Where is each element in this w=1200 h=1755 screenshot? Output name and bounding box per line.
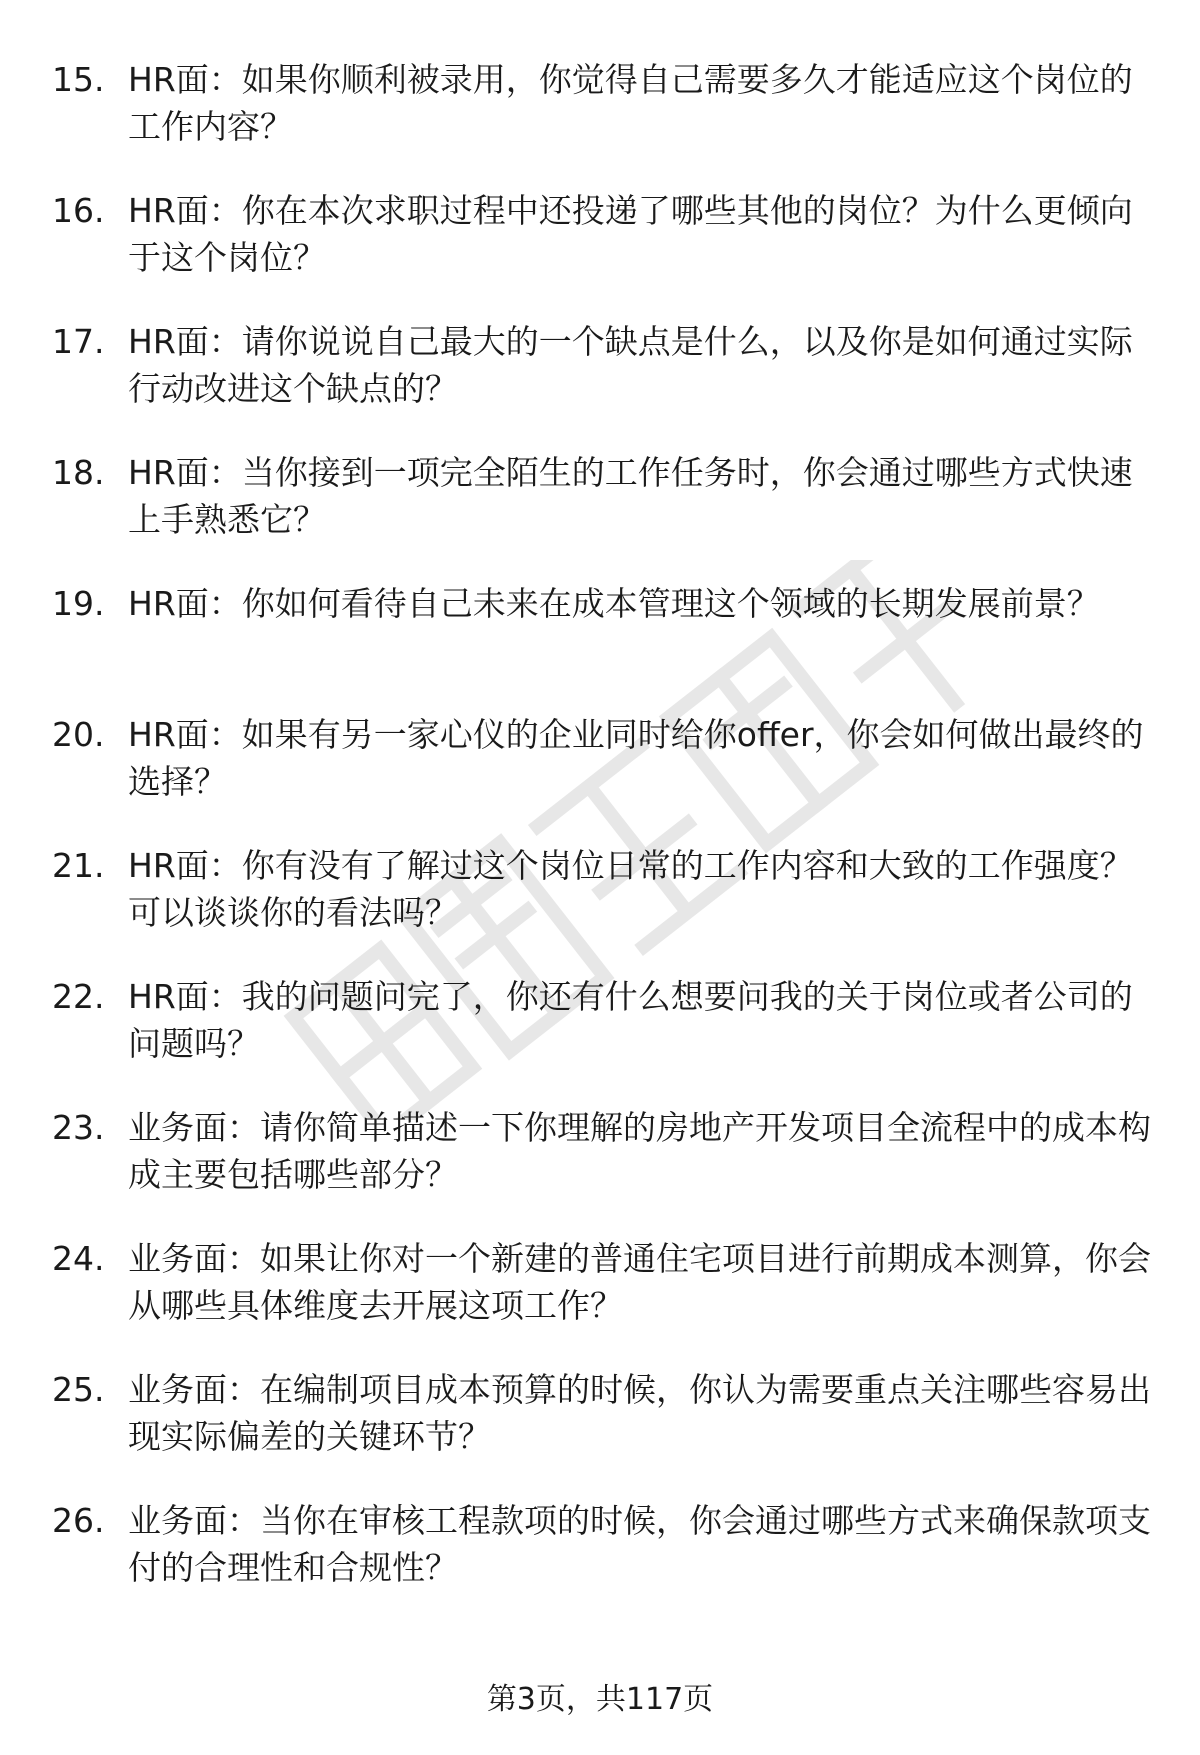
question-number: 18. — [52, 453, 105, 492]
list-item — [52, 711, 1162, 842]
question-text-block — [128, 449, 1162, 543]
question-text-block — [128, 1235, 1162, 1329]
list-item — [52, 1235, 1162, 1366]
question-text: 如果你顺利被录用，你觉得自己需要多久才能适应这个岗位的工作内容？ — [128, 60, 1133, 146]
question-text: 当你在审核工程款项的时候，你会通过哪些方式来确保款项支付的合理性和合规性？ — [128, 1501, 1151, 1587]
list-item — [52, 1366, 1162, 1497]
question-number: 16. — [52, 191, 105, 230]
question-text-block — [128, 318, 1162, 412]
question-text: 你在本次求职过程中还投递了哪些其他的岗位？为什么更倾向于这个岗位？ — [128, 191, 1133, 277]
question-text: 你有没有了解过这个岗位日常的工作内容和大致的工作强度？可以谈谈你的看法吗？ — [128, 846, 1133, 932]
list-item — [52, 318, 1162, 449]
list-item — [52, 580, 1162, 711]
question-text-block — [128, 1104, 1162, 1198]
question-text: 请你简单描述一下你理解的房地产开发项目全流程中的成本构成主要包括哪些部分？ — [128, 1108, 1151, 1194]
list-item — [52, 56, 1162, 187]
question-number: 25. — [52, 1370, 105, 1409]
list-item — [52, 449, 1162, 580]
question-number: 15. — [52, 60, 105, 99]
question-text-block — [128, 973, 1162, 1067]
interview-round-label: HR面： — [128, 977, 242, 1016]
list-item — [52, 187, 1162, 318]
interview-round-label: HR面： — [128, 715, 242, 754]
question-number: 22. — [52, 977, 105, 1016]
interview-round-label: 业务面： — [128, 1108, 260, 1147]
question-number: 26. — [52, 1501, 105, 1540]
interview-round-label: HR面： — [128, 60, 242, 99]
question-text: 当你接到一项完全陌生的工作任务时，你会通过哪些方式快速上手熟悉它？ — [128, 453, 1133, 539]
question-number: 21. — [52, 846, 105, 885]
question-text-block — [128, 580, 1162, 627]
question-text: 在编制项目成本预算的时候，你认为需要重点关注哪些容易出现实际偏差的关键环节？ — [128, 1370, 1151, 1456]
interview-round-label: HR面： — [128, 191, 242, 230]
question-text: 如果有另一家心仪的企业同时给你offer，你会如何做出最终的选择？ — [128, 715, 1144, 801]
interview-round-label: HR面： — [128, 453, 242, 492]
list-item — [52, 842, 1162, 973]
question-number: 23. — [52, 1108, 105, 1147]
interview-round-label: 业务面： — [128, 1370, 260, 1409]
question-text: 我的问题问完了，你还有什么想要问我的关于岗位或者公司的问题吗？ — [128, 977, 1133, 1063]
question-number: 24. — [52, 1239, 105, 1278]
interview-round-label: 业务面： — [128, 1239, 260, 1278]
question-text: 如果让你对一个新建的普通住宅项目进行前期成本测算，你会从哪些具体维度去开展这项工作？ — [128, 1239, 1151, 1325]
question-list — [52, 56, 1162, 1628]
question-text-block — [128, 187, 1162, 281]
list-item — [52, 1104, 1162, 1235]
question-text-block — [128, 711, 1162, 805]
interview-round-label: 业务面： — [128, 1501, 260, 1540]
question-text: 请你说说自己最大的一个缺点是什么，以及你是如何通过实际行动改进这个缺点的？ — [128, 322, 1133, 408]
list-item — [52, 973, 1162, 1104]
question-text-block — [128, 56, 1162, 150]
question-number: 19. — [52, 584, 105, 623]
question-text-block — [128, 1366, 1162, 1460]
page-footer: 第3页，共117页 — [486, 1682, 714, 1717]
interview-round-label: HR面： — [128, 584, 242, 623]
question-number: 20. — [52, 715, 105, 754]
list-item — [52, 1497, 1162, 1628]
question-text: 你如何看待自己未来在成本管理这个领域的长期发展前景？ — [241, 584, 1100, 623]
question-number: 17. — [52, 322, 105, 361]
interview-round-label: HR面： — [128, 322, 242, 361]
question-text-block — [128, 842, 1162, 936]
question-text-block — [128, 1497, 1162, 1591]
interview-round-label: HR面： — [128, 846, 242, 885]
